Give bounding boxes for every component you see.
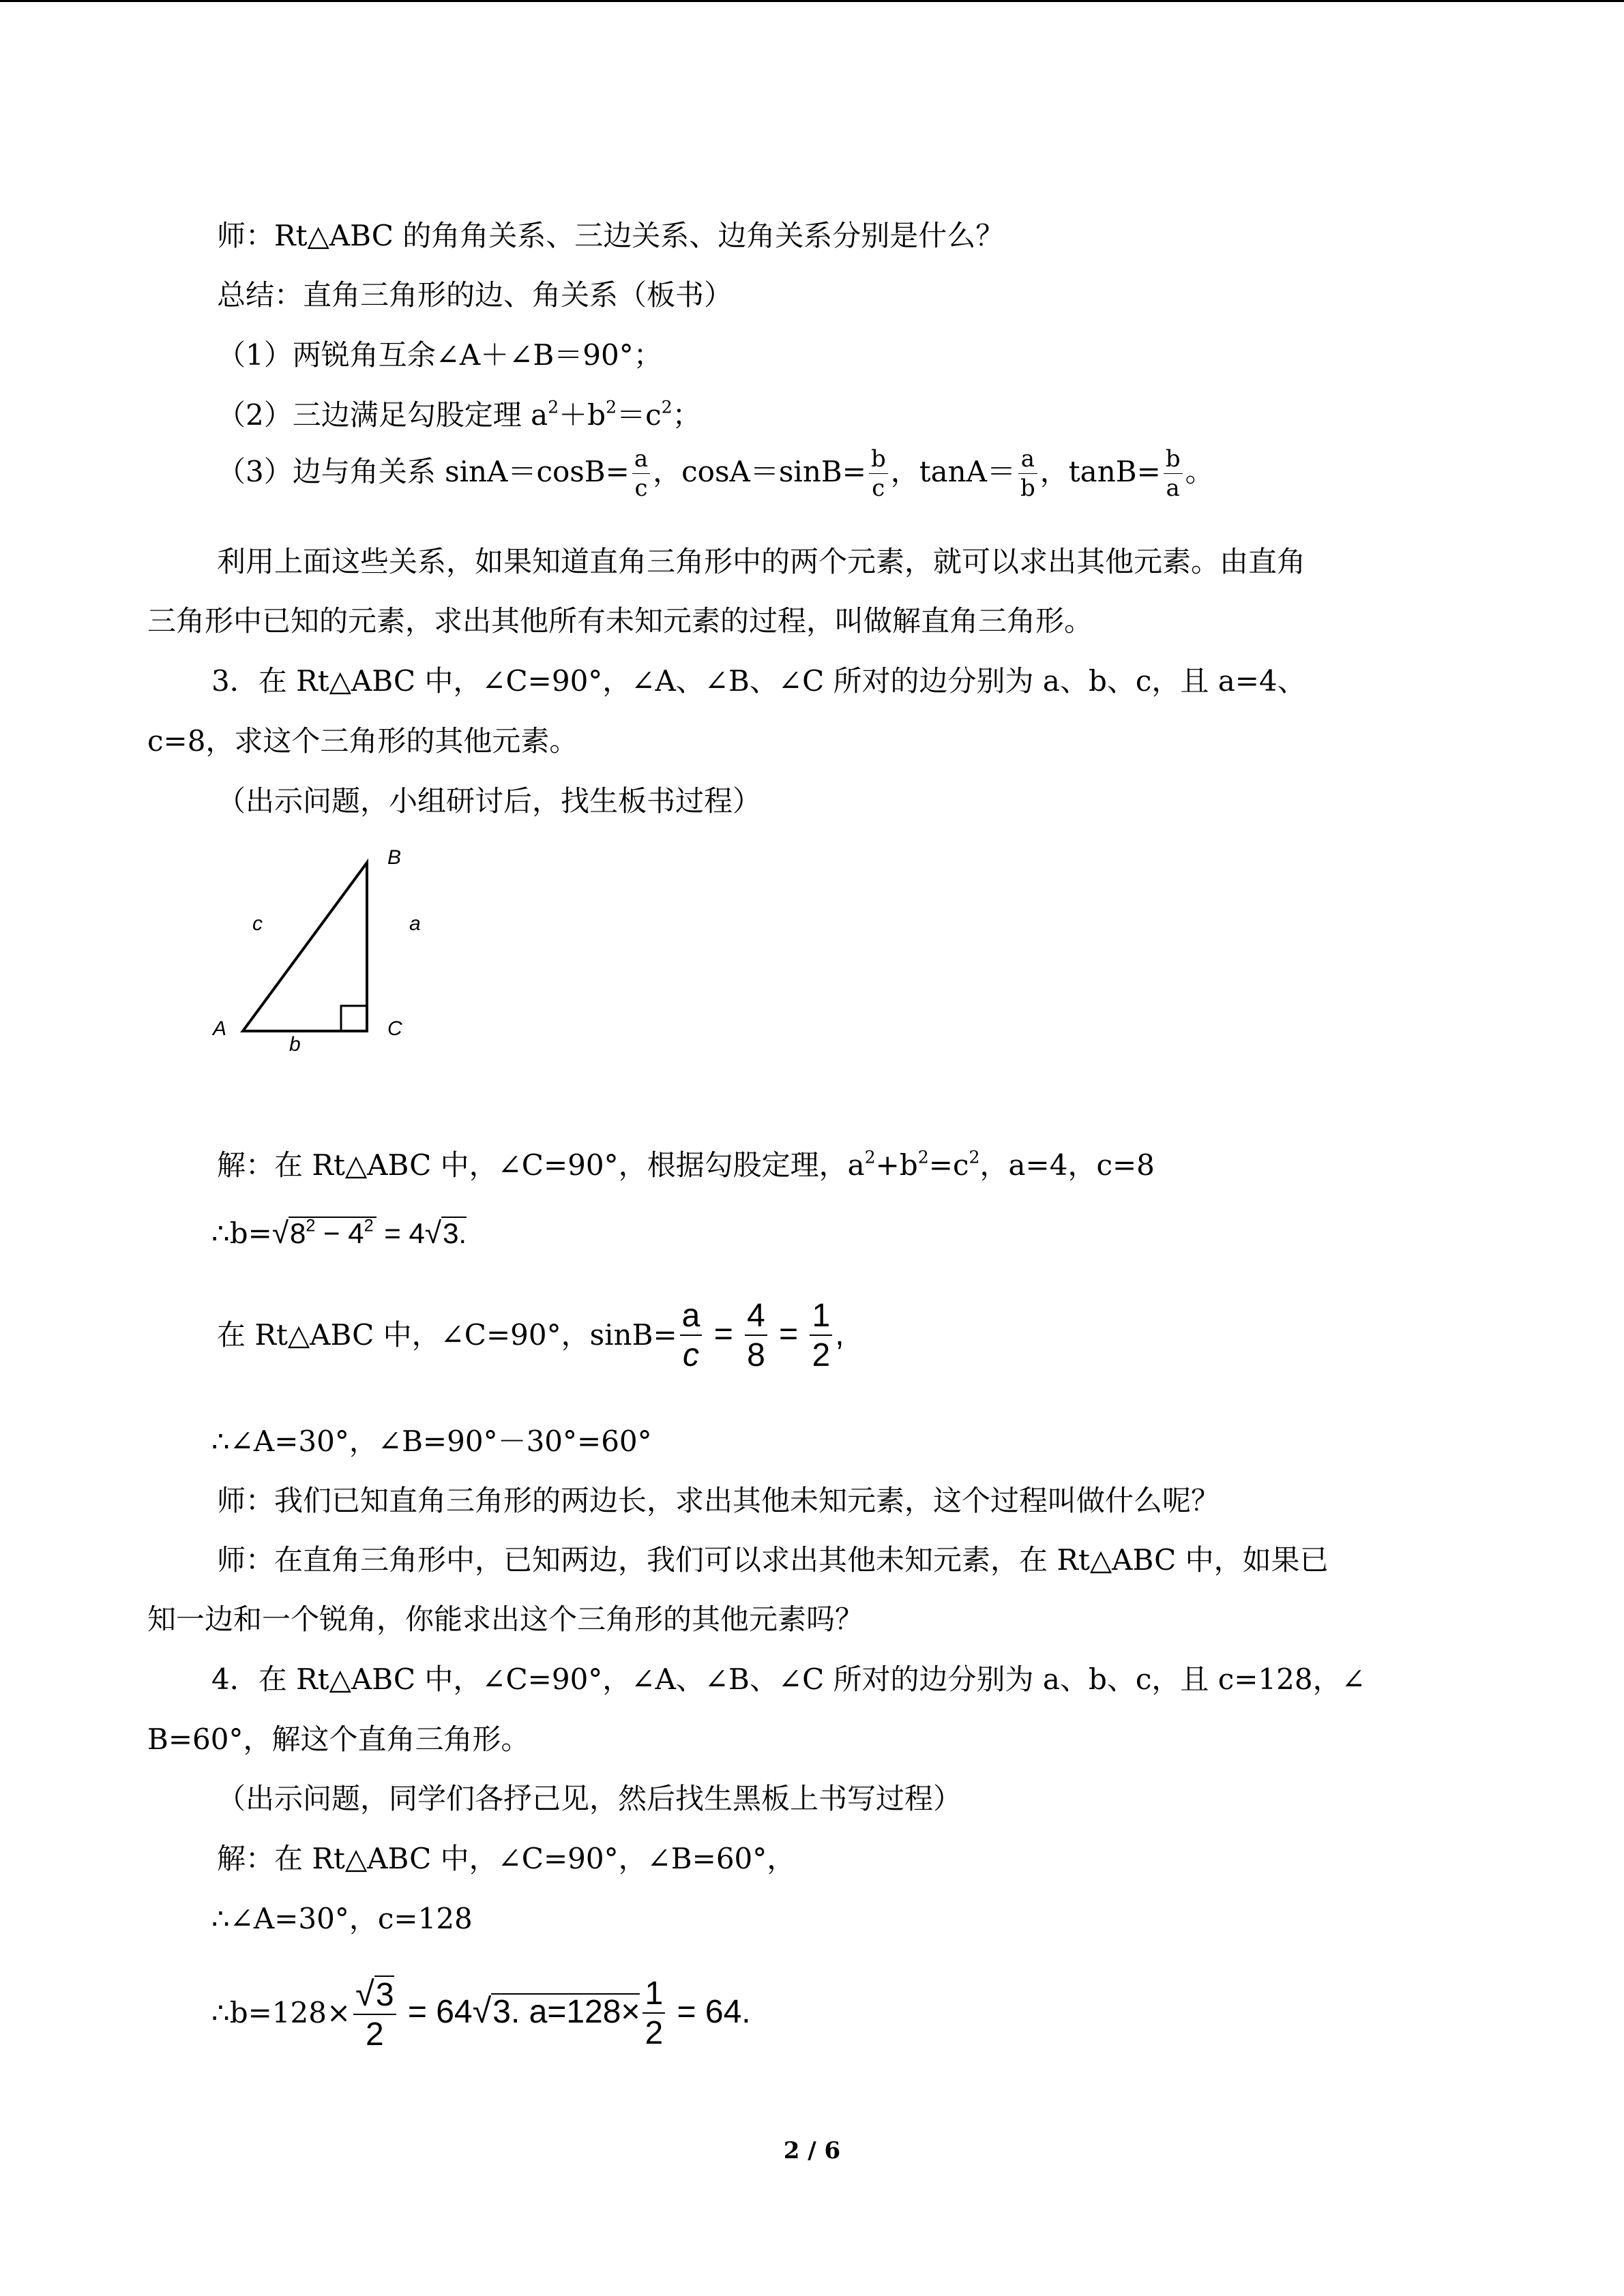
solution-3-line-1: 解：在 Rt△ABC 中，∠C=90°，根据勾股定理，$a^2+b^2=c^2$，a=4，c=8: [217, 1147, 1155, 1182]
side-a-label: a: [409, 912, 421, 935]
right-triangle-figure: [205, 842, 437, 1060]
relation-angles: （1）两锐角互余∠A＋∠B＝90°；: [217, 338, 662, 372]
fraction-4-over-8: $\frac{4}{8}$: [745, 1299, 767, 1373]
teacher-question-3-line-1: 师：在直角三角形中，已知两边，我们可以求出其他未知元素，在 Rt△ABC 中，如果已: [217, 1543, 1329, 1577]
teacher-question-2: 师：我们已知直角三角形的两边长，求出其他未知元素，这个过程叫做什么呢？: [217, 1484, 1220, 1517]
fraction-a-over-c: $\frac{a}{c}$: [632, 447, 650, 501]
problem-4-line-2: B=60°，解这个直角三角形。: [147, 1723, 530, 1756]
side-b-label: b: [289, 1033, 301, 1056]
relation-sides: （2）三边满足勾股定理 $a^2+b^2=c^2$；: [217, 397, 701, 432]
solution-3-line-3: 在 Rt△ABC 中，∠C=90°，sinB= $\frac{a}{c}$ = $\frac{4}{8}$ = $\frac{1}{2}$ ,: [217, 1298, 844, 1374]
relation-side-angle: （3）边与角关系 sinA＝cosB= $\frac{a}{c}$ ，cosA＝sinB= $\frac{b}{c}$ ，tanA＝ $\frac{a}{b}$ ，tanB= $\frac{b}{a}$ 。: [217, 445, 1214, 502]
top-border: [0, 0, 1624, 2]
teacher-question-3-line-2: 知一边和一个锐角，你能求出这个三角形的其他元素吗？: [147, 1602, 864, 1636]
solution-3-line-2: $\therefore b=√8^2 - 4^2 = 4√3$.: [211, 1216, 467, 1250]
solution-4-line-1: 解：在 Rt△ABC 中，∠C=90°，∠B=60°，: [217, 1842, 796, 1875]
side-c-label: c: [252, 912, 263, 935]
paragraph-line-2: 三角形中已知的元素，求出其他所有未知元素的过程，叫做解直角三角形。: [147, 604, 1093, 638]
fraction-b-over-a: $\frac{b}{a}$: [1164, 447, 1183, 501]
teacher-question-1: 师：Rt△ABC 的角角关系、三边关系、边角关系分别是什么？: [217, 219, 1005, 252]
sqrt-3-result: √3. a=128×: [472, 1991, 640, 2031]
fraction-sqrt3-over-2: $\frac{√3}{2}$: [353, 1976, 396, 2053]
page-number: 2 / 6: [783, 2137, 841, 2164]
problem-3-line-1: 3．在 Rt△ABC 中，∠C=90°，∠A、∠B、∠C 所对的边分别为 a、b、c，且 a=4、: [211, 664, 1306, 698]
vertex-a-label: A: [213, 1017, 227, 1040]
sqrt-3: √3.: [424, 1217, 467, 1250]
solution-3-line-4: ∴∠A=30°，∠B=90°－30°=60°: [211, 1425, 652, 1458]
paragraph-line-1: 利用上面这些关系，如果知道直角三角形中的两个元素，就可以求出其他元素。由直角: [217, 545, 1306, 578]
problem-3-note: （出示问题，小组研讨后，找生板书过程）: [217, 784, 762, 818]
problem-4-line-1: 4．在 Rt△ABC 中，∠C=90°，∠A、∠B、∠C 所对的边分别为 a、b、c，且 c=128，∠: [211, 1663, 1365, 1696]
fraction-1-over-2-b: $\frac{1}{2}$: [643, 1977, 665, 2051]
problem-3-line-2: c=8，求这个三角形的其他元素。: [147, 724, 578, 758]
sqrt-expression: $√8^2 - 4^2$: [272, 1217, 377, 1249]
solution-4-line-2: ∴∠A=30°，c=128: [211, 1902, 473, 1935]
fraction-sinB-a-over-c: $\frac{a}{c}$: [680, 1299, 703, 1373]
fraction-b-over-c: $\frac{b}{c}$: [869, 447, 888, 501]
fraction-1-over-2: $\frac{1}{2}$: [810, 1299, 832, 1373]
vertex-b-label: B: [387, 846, 402, 869]
vertex-c-label: C: [387, 1017, 402, 1040]
summary-heading: 总结：直角三角形的边、角关系（板书）: [217, 278, 733, 312]
solution-4-line-3: ∴b=128× $\frac{√3}{2}$ = 64√3. a=128× $\frac{1}{2}$ = 64.: [211, 1974, 751, 2053]
fraction-a-over-b: $\frac{a}{b}$: [1018, 447, 1037, 501]
right-angle-marker: [341, 1006, 367, 1031]
problem-4-note: （出示问题，同学们各抒己见，然后找生黑板上书写过程）: [217, 1782, 962, 1815]
